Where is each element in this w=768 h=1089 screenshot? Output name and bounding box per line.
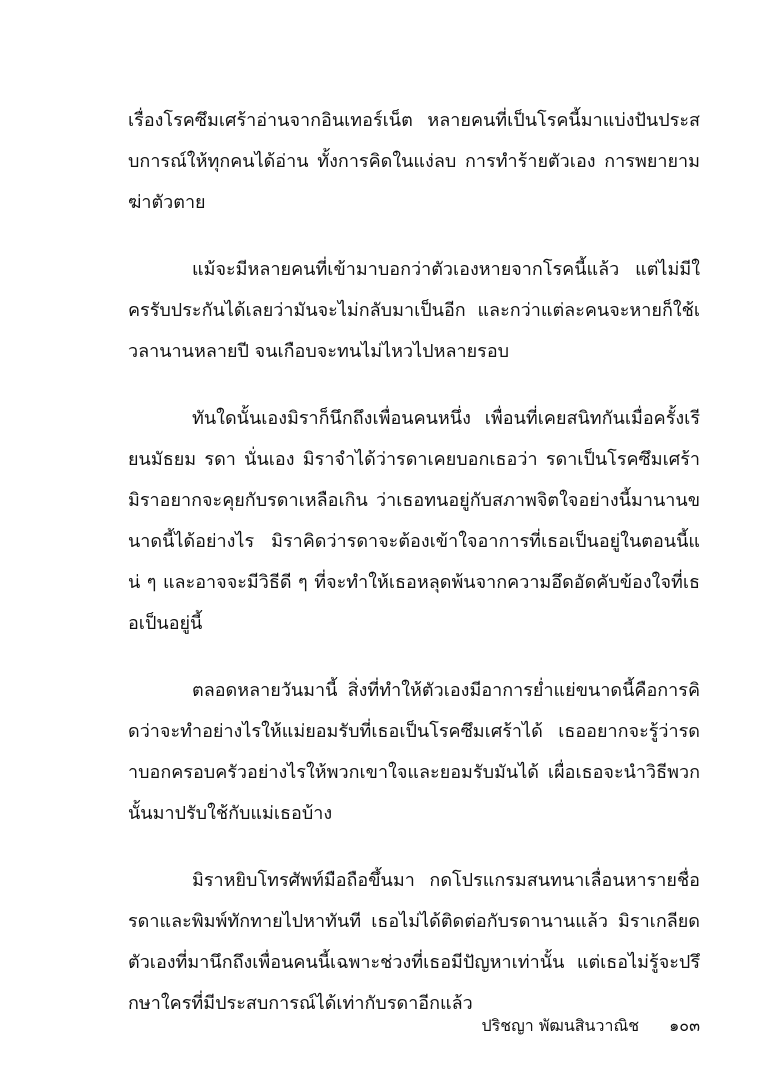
page-footer — [0, 1014, 700, 1038]
paragraph-3: ทันใดนั้นเองมิราก็นึกถึงเพื่อนคนหนึ่ง เพื่อนที่เคยสนิทกันเมื่อครั้งเรียนมัธยม รดา นั่นเอง มิราจำได้ว่ารดาเคยบอกเธอว่า รดาเป็นโรคซึมเศร้า มิราอยากจะคุยกับรดาเหลือเกิน ว่าเธอทนอยู่กับสภาพจิตใจอย่างนี้มานานขนาดนี้ได้อย่างไร มิราคิดว่ารดาจะต้องเข้าใจอาการที่เธอเป็นอยู่ในตอนนี้แน่ ๆ และอาจจะมีวิธีดี ๆ ที่จะทำให้เธอหลุดพ้นจากความอึดอัดคับข้องใจที่เธอเป็นอยู่นี้ — [128, 408, 700, 634]
paragraph-4: ตลอดหลายวันมานี้ สิ่งที่ทำให้ตัวเองมีอาการย่ำแย่ขนาดนี้คือการคิดว่าจะทำอย่างไรให้แม่ยอมรับที่เธอเป็นโรคซึมเศร้าได้ เธออยากจะรู้ว่ารดาบอกครอบครัวอย่างไรให้พวกเขาใจและยอมรับมันได้ เผื่อเธอจะนำวิธีพวกนั้นมาปรับใช้กับแม่เธอบ้าง — [128, 680, 700, 824]
body-text — [128, 100, 700, 1050]
paragraph-1: เรื่องโรคซึมเศร้าอ่านจากอินเทอร์เน็ต หลายคนที่เป็นโรคนี้มาแบ่งปันประสบการณ์ให้ทุกคนได้อ่าน ทั้งการคิดในแง่ลบ การทำร้ายตัวเอง การพยายามฆ่าตัวตาย — [128, 110, 700, 213]
paragraph-5: มิราหยิบโทรศัพท์มือถือขึ้นมา กดโปรแกรมสนทนาเลื่อนหารายชื่อรดาและพิมพ์ทักทายไปหาทันที เธอไม่ได้ติดต่อกับรดานานแล้ว มิราเกลียดตัวเองที่มานึกถึงเพื่อนคนนี้เฉพาะช่วงที่เธอมีปัญหาเท่านั้น แต่เธอไม่รู้จะปรึกษาใครที่มีประสบการณ์ได้เท่ากับรดาอีกแล้ว — [128, 870, 700, 1014]
page-number: ๑๐๓ — [669, 1016, 700, 1035]
footer-author: ปริชญา พัฒนสินวาณิช — [481, 1016, 640, 1035]
paragraph-2: แม้จะมีหลายคนที่เข้ามาบอกว่าตัวเองหายจากโรคนี้แล้ว แต่ไม่มีใครรับประกันได้เลยว่ามันจะไม่กลับมาเป็นอีก และกว่าแต่ละคนจะหายก็ใช้เวลานานหลายปี จนเกือบจะทนไม่ไหวไปหลายรอบ — [128, 259, 700, 362]
